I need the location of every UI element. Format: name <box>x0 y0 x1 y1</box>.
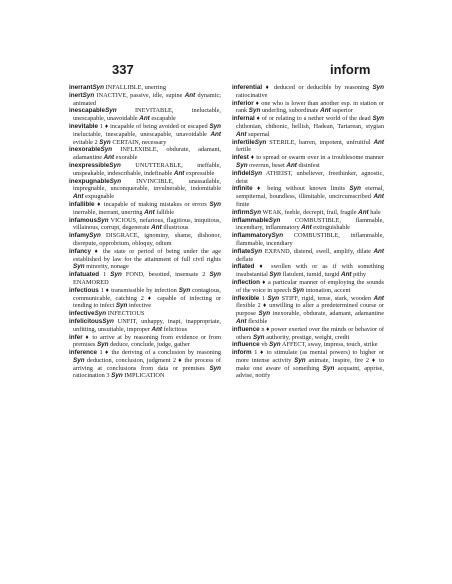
dictionary-entry <box>232 169 384 186</box>
dictionary-entry <box>232 232 384 248</box>
entry-headword: infest <box>232 154 249 162</box>
synonym-label: Syn <box>82 91 95 99</box>
entry-text: INFALLIBLE, unerring <box>104 84 166 91</box>
dictionary-entry <box>232 154 384 170</box>
entry-headword: infirm <box>232 208 250 216</box>
synonym-label: Syn <box>322 364 335 372</box>
synonym-label: Syn <box>249 208 262 216</box>
synonym-label: Syn <box>89 232 101 240</box>
dictionary-entry <box>69 286 221 310</box>
entry-text: fallible <box>154 208 175 216</box>
dictionary-entry <box>232 247 384 264</box>
entry-headword: inescapable <box>69 107 106 115</box>
synonym-label: Syn <box>250 169 263 177</box>
entry-headword: infidel <box>232 169 251 177</box>
synonym-label: Syn <box>209 200 221 208</box>
antonym-label: Ant <box>73 193 84 201</box>
entry-text: inexorable, obdurate, adamant, adamantine <box>270 310 384 318</box>
entry-text: INVINCIBLE, unassailable, impregnable, unconquerable, invulnerable, indomitable <box>73 177 221 193</box>
entry-headword: infatuated <box>69 271 100 279</box>
entry-headword: infamy <box>69 232 90 240</box>
entry-text: ♦ one who is lower than another esp. in station or rank <box>236 99 384 115</box>
entry-text: finite <box>236 200 250 208</box>
dictionary-entry <box>232 208 384 217</box>
dictionary-entry <box>232 99 384 116</box>
dictionary-entry <box>69 333 221 350</box>
entry-text: 1 ♦ incapable of being avoided or escaped <box>98 122 210 130</box>
entry-text: intonation, accent <box>304 286 351 294</box>
dictionary-entry <box>69 200 221 217</box>
dictionary-entry <box>232 84 384 100</box>
entry-text: COMBUSTIBLE, flammable, incendiary, inflammatory <box>236 216 384 232</box>
antonym-label: Ant <box>173 169 185 177</box>
entry-text: evitable 2 <box>73 138 100 146</box>
entry-headword: inform <box>232 349 252 357</box>
entry-headword: inflection <box>232 278 260 286</box>
antonym-label: Ant <box>301 224 312 232</box>
entry-text: ♦ being without known limits <box>252 185 350 193</box>
entry-headword: infectious <box>69 286 99 294</box>
entry-text: COMBUSTIBLE, inflammable, flammable, incendiary <box>236 232 384 247</box>
entry-headword: infertile <box>232 138 255 146</box>
synonym-label: Syn <box>115 302 128 310</box>
entry-text: ineluctable, inescapable, unescapable, unavoidable <box>73 130 211 138</box>
entry-text: INACTIVE, passive, idle, supine <box>94 91 185 99</box>
antonym-label: Ant <box>373 247 384 255</box>
entry-text: WEAK, feeble, decrepit, frail, fragile <box>261 208 359 216</box>
entry-text: contagious, communicable, catching 2 ♦ capable of infecting or tending to infect <box>73 286 221 310</box>
entry-text: ♦ the state or period of being under the age established by law for the attainment of full civil rights <box>73 247 221 263</box>
synonym-label: Syn <box>248 107 261 115</box>
synonym-label: Syn <box>254 138 267 146</box>
entry-text: superior <box>330 107 353 115</box>
entry-text: extinguishable <box>311 224 350 232</box>
entry-text: ♦ incapable of making mistakes or errors <box>94 200 210 208</box>
entry-headword: influence <box>232 325 260 333</box>
dictionary-entry <box>232 349 384 380</box>
synonym-label: Syn <box>110 271 122 279</box>
entry-text: 1 <box>259 294 268 302</box>
dictionary-entry <box>69 247 221 271</box>
entry-headword: inflexible <box>232 294 260 302</box>
synonym-label: Syn <box>269 271 281 279</box>
dictionary-entry <box>69 146 221 162</box>
entry-text: ♦ deduced or deducible by reasoning <box>262 84 373 91</box>
entry-text: flexible 2 ♦ unwilling to alter a predetermined course or purpose <box>236 302 384 318</box>
antonym-label: Ant <box>373 138 384 146</box>
entry-text: ♦ a particular manner of employing the sounds of the voice in speech <box>236 278 384 294</box>
synonym-label: Syn <box>269 341 281 349</box>
entry-headword: infancy <box>69 247 92 255</box>
dictionary-entry <box>232 294 385 326</box>
entry-text: deduction, conclusion, judgment 2 ♦ the process of arriving at conclusions from data or premises <box>73 356 221 372</box>
synonym-label: Syn <box>73 356 85 364</box>
antonym-label: Ant <box>236 317 247 325</box>
synonym-label: Syn <box>294 356 306 364</box>
antonym-label: Ant <box>103 154 115 162</box>
entry-headword: influence <box>232 341 260 349</box>
entry-headword: infallible <box>69 200 95 208</box>
synonym-label: Syn <box>372 84 384 91</box>
entry-headword: inexpugnable <box>69 177 110 185</box>
entry-headword: inflated <box>232 263 255 271</box>
entry-text: deduce, conclude, judge, gather <box>108 341 190 349</box>
entry-text: deflate <box>236 255 254 263</box>
synonym-label: Syn <box>209 364 221 372</box>
entry-text: ♦ of or relating to a nether world of the dead <box>254 115 373 123</box>
antonym-label: Ant <box>373 294 385 302</box>
entry-text: 1 ♦ transmissible by infection <box>98 286 179 294</box>
dictionary-entry <box>69 177 221 201</box>
antonym-label: Ant <box>236 130 247 138</box>
entry-text: 1 <box>99 271 111 279</box>
dictionary-entry <box>232 115 384 138</box>
entry-text: acquaint, apprise, advise, notify <box>236 364 384 380</box>
entry-headword: infer <box>69 333 83 341</box>
synonym-label: Syn <box>252 333 265 341</box>
dictionary-entry <box>232 138 384 155</box>
synonym-label: Syn <box>111 372 123 380</box>
entry-text: animate, inspire, fire 2 ♦ to make one aware of something <box>236 356 384 372</box>
synonym-label: Syn <box>250 247 263 255</box>
entry-text: EXPAND, distend, swell, amplify, dilate <box>262 247 374 255</box>
guide-word: inform <box>330 62 371 77</box>
entry-text: ♦ swollen with or as if with something insubstantial <box>236 263 384 279</box>
dictionary-entry <box>69 310 221 318</box>
synonym-label: Syn <box>97 216 109 224</box>
entry-headword: inerrant <box>69 84 93 91</box>
synonym-label: Syn <box>236 161 248 169</box>
antonym-label: Ant <box>184 91 196 99</box>
entry-headword: inferior <box>232 99 254 107</box>
dictionary-entry <box>69 107 221 123</box>
entry-text: INFLEXIBLE, obdurate, adamant, adamantine <box>73 146 221 162</box>
antonym-label: Ant <box>373 193 384 201</box>
synonym-label: Syn <box>349 185 361 193</box>
dictionary-entry <box>69 349 221 380</box>
entry-text: authority, prestige, weight, credit <box>264 333 350 341</box>
synonym-label: Syn <box>105 107 117 115</box>
entry-headword: infective <box>69 310 95 318</box>
entry-text: fertile <box>236 146 252 154</box>
entry-text: STERILE, barren, impotent, unfruitful <box>266 138 374 146</box>
synonym-label: Syn <box>178 286 191 294</box>
entry-headword: inference <box>69 349 97 357</box>
entry-headword: inexpressible <box>69 161 110 169</box>
dictionary-entry <box>232 325 384 342</box>
synonym-label: Syn <box>267 294 280 302</box>
dictionary-entry <box>232 263 384 279</box>
antonym-label: Ant <box>151 224 162 232</box>
dictionary-entry <box>69 91 221 108</box>
synonym-label: Syn <box>372 115 384 123</box>
entry-text: disinfest <box>296 161 320 169</box>
antonym-label: Ant <box>210 130 221 138</box>
entry-headword: infinite <box>232 185 253 193</box>
page-number: 337 <box>112 62 134 77</box>
entry-headword: infamous <box>69 216 97 224</box>
entry-text: ♦ to spread or swarm over in a troublesome manner <box>248 154 384 162</box>
entry-text: illustrious <box>161 224 189 232</box>
dictionary-entry <box>232 185 384 208</box>
antonym-label: Ant <box>151 325 163 333</box>
synonym-label: Syn <box>258 310 271 318</box>
right-column <box>232 84 384 380</box>
entry-headword: infelicitous <box>69 317 103 325</box>
antonym-label: Ant <box>358 208 369 216</box>
antonym-label: Ant <box>139 115 150 123</box>
synonym-label: Syn <box>209 122 221 130</box>
entry-text: STIFF, rigid, tense, stark, wooden <box>279 294 374 302</box>
dictionary-entry <box>232 278 384 295</box>
entry-text: ratiocination 3 <box>73 372 112 380</box>
entry-text: ♦ to arrive at by reasoning from evidence or from premises <box>73 333 221 349</box>
synonym-label: Syn <box>109 177 122 185</box>
entry-text: supernal <box>246 130 270 138</box>
entry-headword: infernal <box>232 115 255 123</box>
entry-text: infective <box>127 302 152 310</box>
entry-text: underling, subordinate <box>260 107 321 115</box>
entry-text: IMPLICATION <box>122 372 165 380</box>
synonym-label: Syn <box>94 310 107 318</box>
synonym-label: Syn <box>292 286 305 294</box>
entry-text: CERTAIN, necessary <box>110 138 167 146</box>
entry-text: dynamic; animated <box>73 91 221 107</box>
dictionary-entry <box>69 216 221 233</box>
synonym-label: Syn <box>92 84 105 91</box>
dictionary-entry <box>69 161 221 178</box>
antonym-label: Ant <box>286 161 297 169</box>
entry-headword: inevitable <box>69 122 99 130</box>
entry-text: hale <box>368 208 381 216</box>
synonym-label: Syn <box>268 216 281 224</box>
entry-text: overrun, beset <box>247 161 287 169</box>
dictionary-entry <box>232 216 384 233</box>
entry-text: UNUTTERABLE, ineffable, unspeakable, indescribable, indefinable <box>73 161 221 177</box>
synonym-label: Syn <box>109 161 121 169</box>
dictionary-entry <box>69 84 221 92</box>
entry-text: n ♦ power exerted over the minds or behavior of others <box>236 325 384 341</box>
entry-text: inerrable, inerrant, unerring <box>73 208 145 216</box>
entry-text: INEVITABLE, ineluctable, unescapable, unavoidable <box>73 107 221 123</box>
entry-headword: inflammable <box>232 216 269 224</box>
entry-headword: inflammatory <box>232 232 272 240</box>
synonym-label: Syn <box>73 263 85 271</box>
dictionary-entry <box>69 271 221 287</box>
synonym-label: Syn <box>102 317 114 325</box>
synonym-label: Syn <box>99 138 111 146</box>
entry-text: minority, nonage <box>84 263 129 271</box>
entry-text: expressible <box>184 169 215 177</box>
entry-text: flatulent, tumid, turgid <box>280 271 342 279</box>
entry-text: 1 ♦ to stimulate (as mental powers) to higher or more intense activity <box>236 349 384 364</box>
synonym-label: Syn <box>209 271 221 279</box>
entry-headword: inert <box>69 91 83 99</box>
entry-text: DISGRACE, ignominy, shame, dishonor, disrepute, opprobrium, obloquy, odium <box>73 232 221 247</box>
entry-text: eternal, sempiternal, boundless, illimitable, uncircumscribed <box>236 185 384 201</box>
entry-text: ATHEIST, unbeliever, freethinker, agnostic, deist <box>236 169 384 185</box>
dictionary-entry <box>69 317 221 334</box>
synonym-label: Syn <box>96 341 109 349</box>
dictionary-entry <box>232 341 384 349</box>
entry-text: INFECTIOUS <box>106 310 145 318</box>
entry-headword: inexorable <box>69 146 101 154</box>
synonym-label: Syn <box>271 232 284 240</box>
entry-text: FOND, besotted, insensate 2 <box>121 271 210 279</box>
entry-text: AFFECT, sway, impress, touch, strike <box>280 341 378 349</box>
entry-text: chthonian, chthonic, hellish, Hadean, Tartarean, stygian <box>236 122 384 130</box>
entry-text: 1 ♦ the deriving of a conclusion by reasoning <box>97 349 221 357</box>
antonym-label: Ant <box>320 107 331 115</box>
entry-text: vb <box>259 341 270 349</box>
left-column <box>69 84 221 380</box>
entry-text: exorable <box>114 154 138 162</box>
entry-text: UNFIT, unhappy, inapt, inappropriate, unfitting, unsuitable, improper <box>73 317 221 333</box>
entry-text: ratiocinative <box>236 91 268 99</box>
entry-text: expugnable <box>83 193 115 201</box>
entry-text: pithy <box>351 271 367 279</box>
entry-text: escapable <box>149 115 176 123</box>
entry-text: ENAMORED <box>73 278 109 286</box>
entry-headword: inflate <box>232 247 251 255</box>
dictionary-entry <box>69 232 221 248</box>
antonym-label: Ant <box>144 208 155 216</box>
entry-text: felicitous <box>162 325 188 333</box>
antonym-label: Ant <box>341 271 352 279</box>
entry-text: flexible <box>246 317 268 325</box>
synonym-label: Syn <box>100 146 113 154</box>
entry-headword: inferential <box>232 84 263 91</box>
dictionary-entry <box>69 122 221 146</box>
entry-text: VICIOUS, nefarious, flagitious, iniquitous, villainous, corrupt, degenerate <box>73 216 221 232</box>
